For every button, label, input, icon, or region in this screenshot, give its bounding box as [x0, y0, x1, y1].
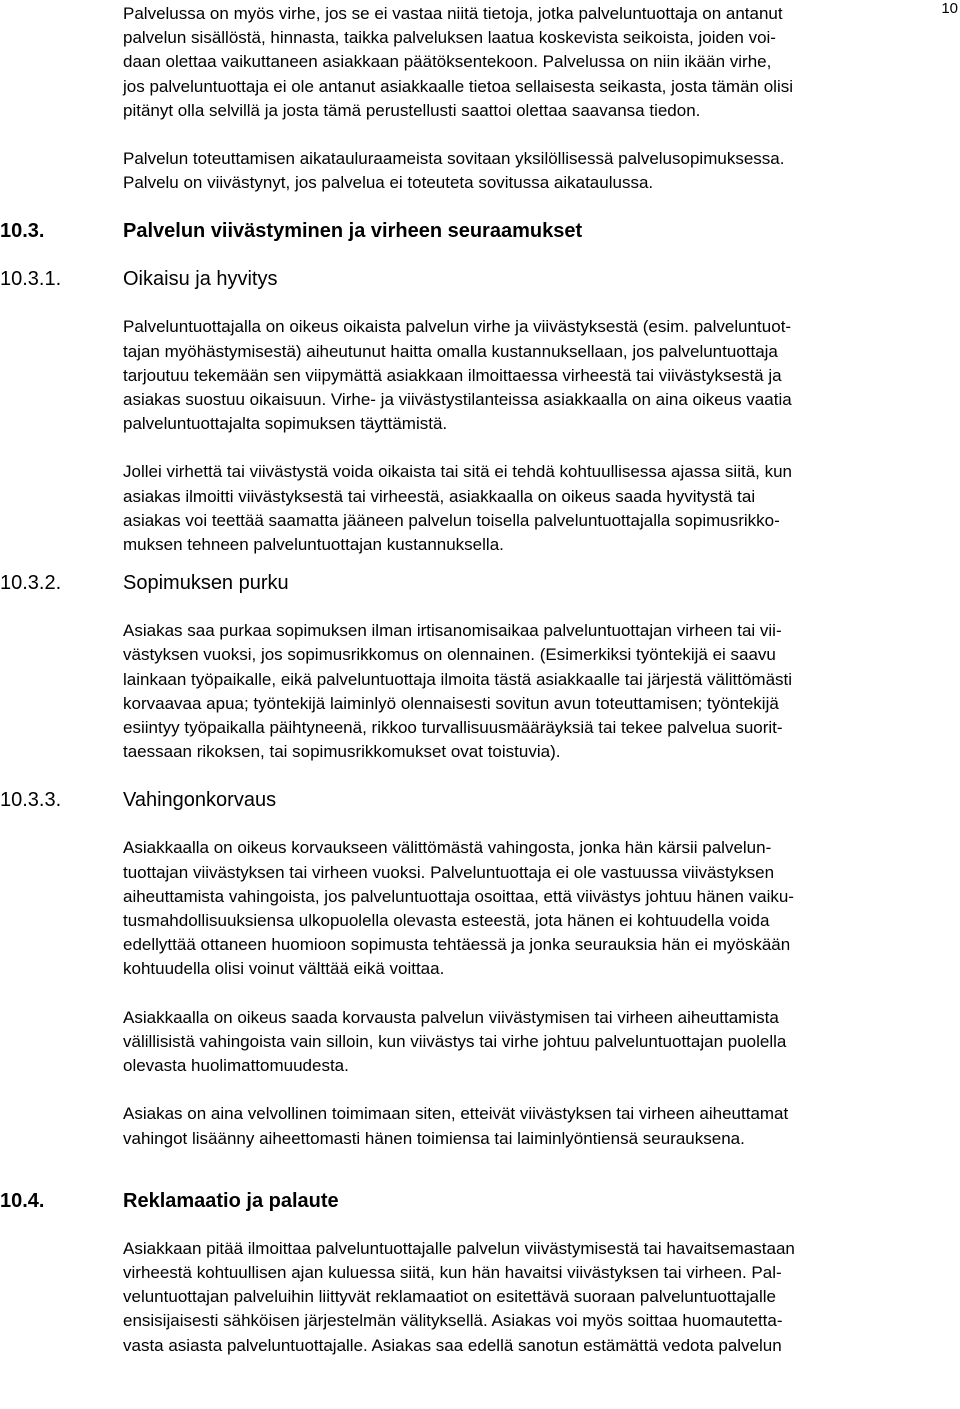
text-line: daan olettaa vaikuttaneen asiakkaan päätöksentekoon. Palvelussa on niin ikään virhe, — [123, 52, 772, 72]
section-number: 10.3.3. — [0, 789, 62, 812]
paragraph-velvollisuus — [123, 1102, 956, 1150]
page-number: 10 — [941, 0, 958, 17]
section-heading-10-3-1 — [0, 267, 956, 291]
text-line: Asiakas on aina velvollinen toimimaan siten, etteivät viivästyksen tai virheen aiheuttamat — [123, 1104, 789, 1124]
text-line: lainkaan työpaikalle, eikä palveluntuottaja ilmoita tästä asiakkaalle tai järjestä välittömästi — [123, 669, 793, 689]
text-line: Palvelun toteuttamisen aikatauluraameista sovitaan yksilöllisessä palvelusopimuksessa. — [123, 149, 785, 169]
section-number: 10.3.1. — [0, 268, 62, 291]
paragraph-oikaisu — [123, 315, 956, 436]
text-line: Jollei virhettä tai viivästystä voida oikaista tai sitä ei tehdä kohtuullisessa ajassa siitä, kun — [123, 462, 793, 482]
section-title: Sopimuksen purku — [123, 572, 289, 595]
text-line: Asiakas saa purkaa sopimuksen ilman irtisanomisaikaa palveluntuottajan virheen tai vii- — [123, 621, 782, 641]
section-number: 10.3. — [0, 220, 45, 243]
text-line: palveluntuottajalta sopimuksen täyttämistä. — [123, 414, 448, 434]
text-line: vasta asiasta palveluntuottajalle. Asiakas saa edellä sanotun estämättä vedota palvelun — [123, 1335, 782, 1355]
text-line: edellyttää ottaneen huomioon sopimusta tehtäessä ja jonka seurauksia hän ei myöskään — [123, 935, 791, 955]
text-line: muksen tehneen palveluntuottajan kustannuksella. — [123, 535, 504, 555]
text-line: kohtuudella olisi voinut välttää eikä voittaa. — [123, 959, 445, 979]
section-title: Reklamaatio ja palaute — [123, 1189, 339, 1212]
text-line: välillisistä vahingoista vain silloin, kun viivästys tai virhe johtuu palveluntuottajan puolella — [123, 1031, 787, 1051]
text-line: Asiakkaalla on oikeus korvaukseen välittömästä vahingosta, jonka hän kärsii palvelun- — [123, 838, 772, 858]
text-line: vahingot lisäänny aiheettomasti hänen toimiensa tai laiminlyöntiensä seurauksena. — [123, 1128, 745, 1148]
text-line: jos palveluntuottaja ei ole antanut asiakkaalle tietoa sellaisesta seikasta, josta tämän olisi — [123, 76, 794, 96]
text-line: asiakas voi teettää saamatta jääneen palvelun toisella palveluntuottajalla sopimusrikko- — [123, 510, 780, 530]
text-line: tajan myöhästymisestä) aiheutunut haitta omalla kustannuksellaan, jos palveluntuottaja — [123, 341, 778, 361]
section-heading-10-3-3 — [0, 788, 956, 812]
text-line: asiakas suostuu oikaisuun. Virhe- ja viivästystilanteissa asiakkaalla on aina oikeus vaatia — [123, 390, 792, 410]
paragraph-purku — [123, 619, 956, 764]
paragraph-aikataulu — [123, 147, 956, 195]
text-line: Asiakkaalla on oikeus saada korvausta palvelun viivästymisen tai virheen aiheuttamista — [123, 1007, 779, 1027]
text-line: esiintyy työpaikalla päihtyneenä, rikkoo turvallisuusmääräyksiä tai tekee palvelua suorit- — [123, 718, 783, 738]
text-line: aiheuttamista vahingoista, jos palveluntuottaja osoittaa, että viivästys johtuu hänen vaiku- — [123, 886, 794, 906]
section-heading-10-3-2 — [0, 571, 956, 595]
section-number: 10.3.2. — [0, 572, 62, 595]
text-line: tuottajan viivästyksen tai virheen vuoksi. Palveluntuottaja ei ole vastuussa viivästyksen — [123, 862, 775, 882]
text-line: palvelun sisällöstä, hinnasta, taikka palveluksen laatua koskevista seikoista, joiden voi- — [123, 28, 776, 48]
text-line: tarjoutuu tekemään sen viipymättä asiakkaan ilmoittaessa virheestä tai viivästyksestä ja — [123, 365, 782, 385]
paragraph-virhe — [123, 2, 956, 123]
text-line: taessaan rikoksen, tai sopimusrikkomukset ovat toistuvia). — [123, 742, 561, 762]
text-line: tusmahdollisuuksiensa ulkopuolella olevasta esteestä, jota hänen ei kohtuudella voida — [123, 911, 770, 931]
section-heading-10-4 — [0, 1189, 956, 1213]
section-title: Vahingonkorvaus — [123, 789, 277, 812]
text-line: veluntuottajan palveluihin liittyvät reklamaatiot on esitettävä suoraan palveluntuottajalle — [123, 1287, 777, 1307]
document-page — [0, 2, 956, 1358]
text-line: asiakas ilmoitti viivästyksestä tai virheestä, asiakkaalla on oikeus saada hyvitystä tai — [123, 486, 756, 506]
text-line: Palveluntuottajalla on oikeus oikaista palvelun virhe ja viivästyksestä (esim. palveluntuot- — [123, 317, 792, 337]
text-line: Asiakkaan pitää ilmoittaa palveluntuottajalle palvelun viivästymisestä tai havaitsemastaan — [123, 1238, 795, 1258]
text-line: Palvelussa on myös virhe, jos se ei vastaa niitä tietoja, jotka palveluntuottaja on antanut — [123, 4, 783, 23]
text-line: pitänyt olla selvillä ja josta tämä perustellusti saattoi olettaa saavansa tiedon. — [123, 100, 701, 120]
text-line: virheestä kohtuullisen ajan kuluessa siitä, kun hän havaitsi viivästyksen tai virheen. Pal- — [123, 1262, 782, 1282]
text-line: Palvelu on viivästynyt, jos palvelua ei toteuteta sovitussa aikataulussa. — [123, 173, 654, 193]
text-line: västyksen vuoksi, jos sopimusrikkomus on olennainen. (Esimerkiksi työntekijä ei saavu — [123, 645, 776, 665]
paragraph-reklamaatio — [123, 1237, 956, 1358]
paragraph-hyvitys — [123, 460, 956, 557]
paragraph-valilliset — [123, 1006, 956, 1079]
section-title: Oikaisu ja hyvitys — [123, 268, 278, 291]
text-line: korvaavaa apua; työntekijä laiminlyö olennaisesti sovitun avun toteuttamisen; työntekijä — [123, 693, 779, 713]
section-number: 10.4. — [0, 1189, 45, 1212]
paragraph-vahingonkorvaus — [123, 836, 956, 981]
section-heading-10-3 — [0, 219, 956, 243]
text-line: ensisijaisesti sähköisen järjestelmän välityksellä. Asiakas voi myös soittaa huomautetta- — [123, 1311, 783, 1331]
section-title: Palvelun viivästyminen ja virheen seuraamukset — [123, 220, 583, 243]
text-line: olevasta huolimattomuudesta. — [123, 1056, 349, 1076]
